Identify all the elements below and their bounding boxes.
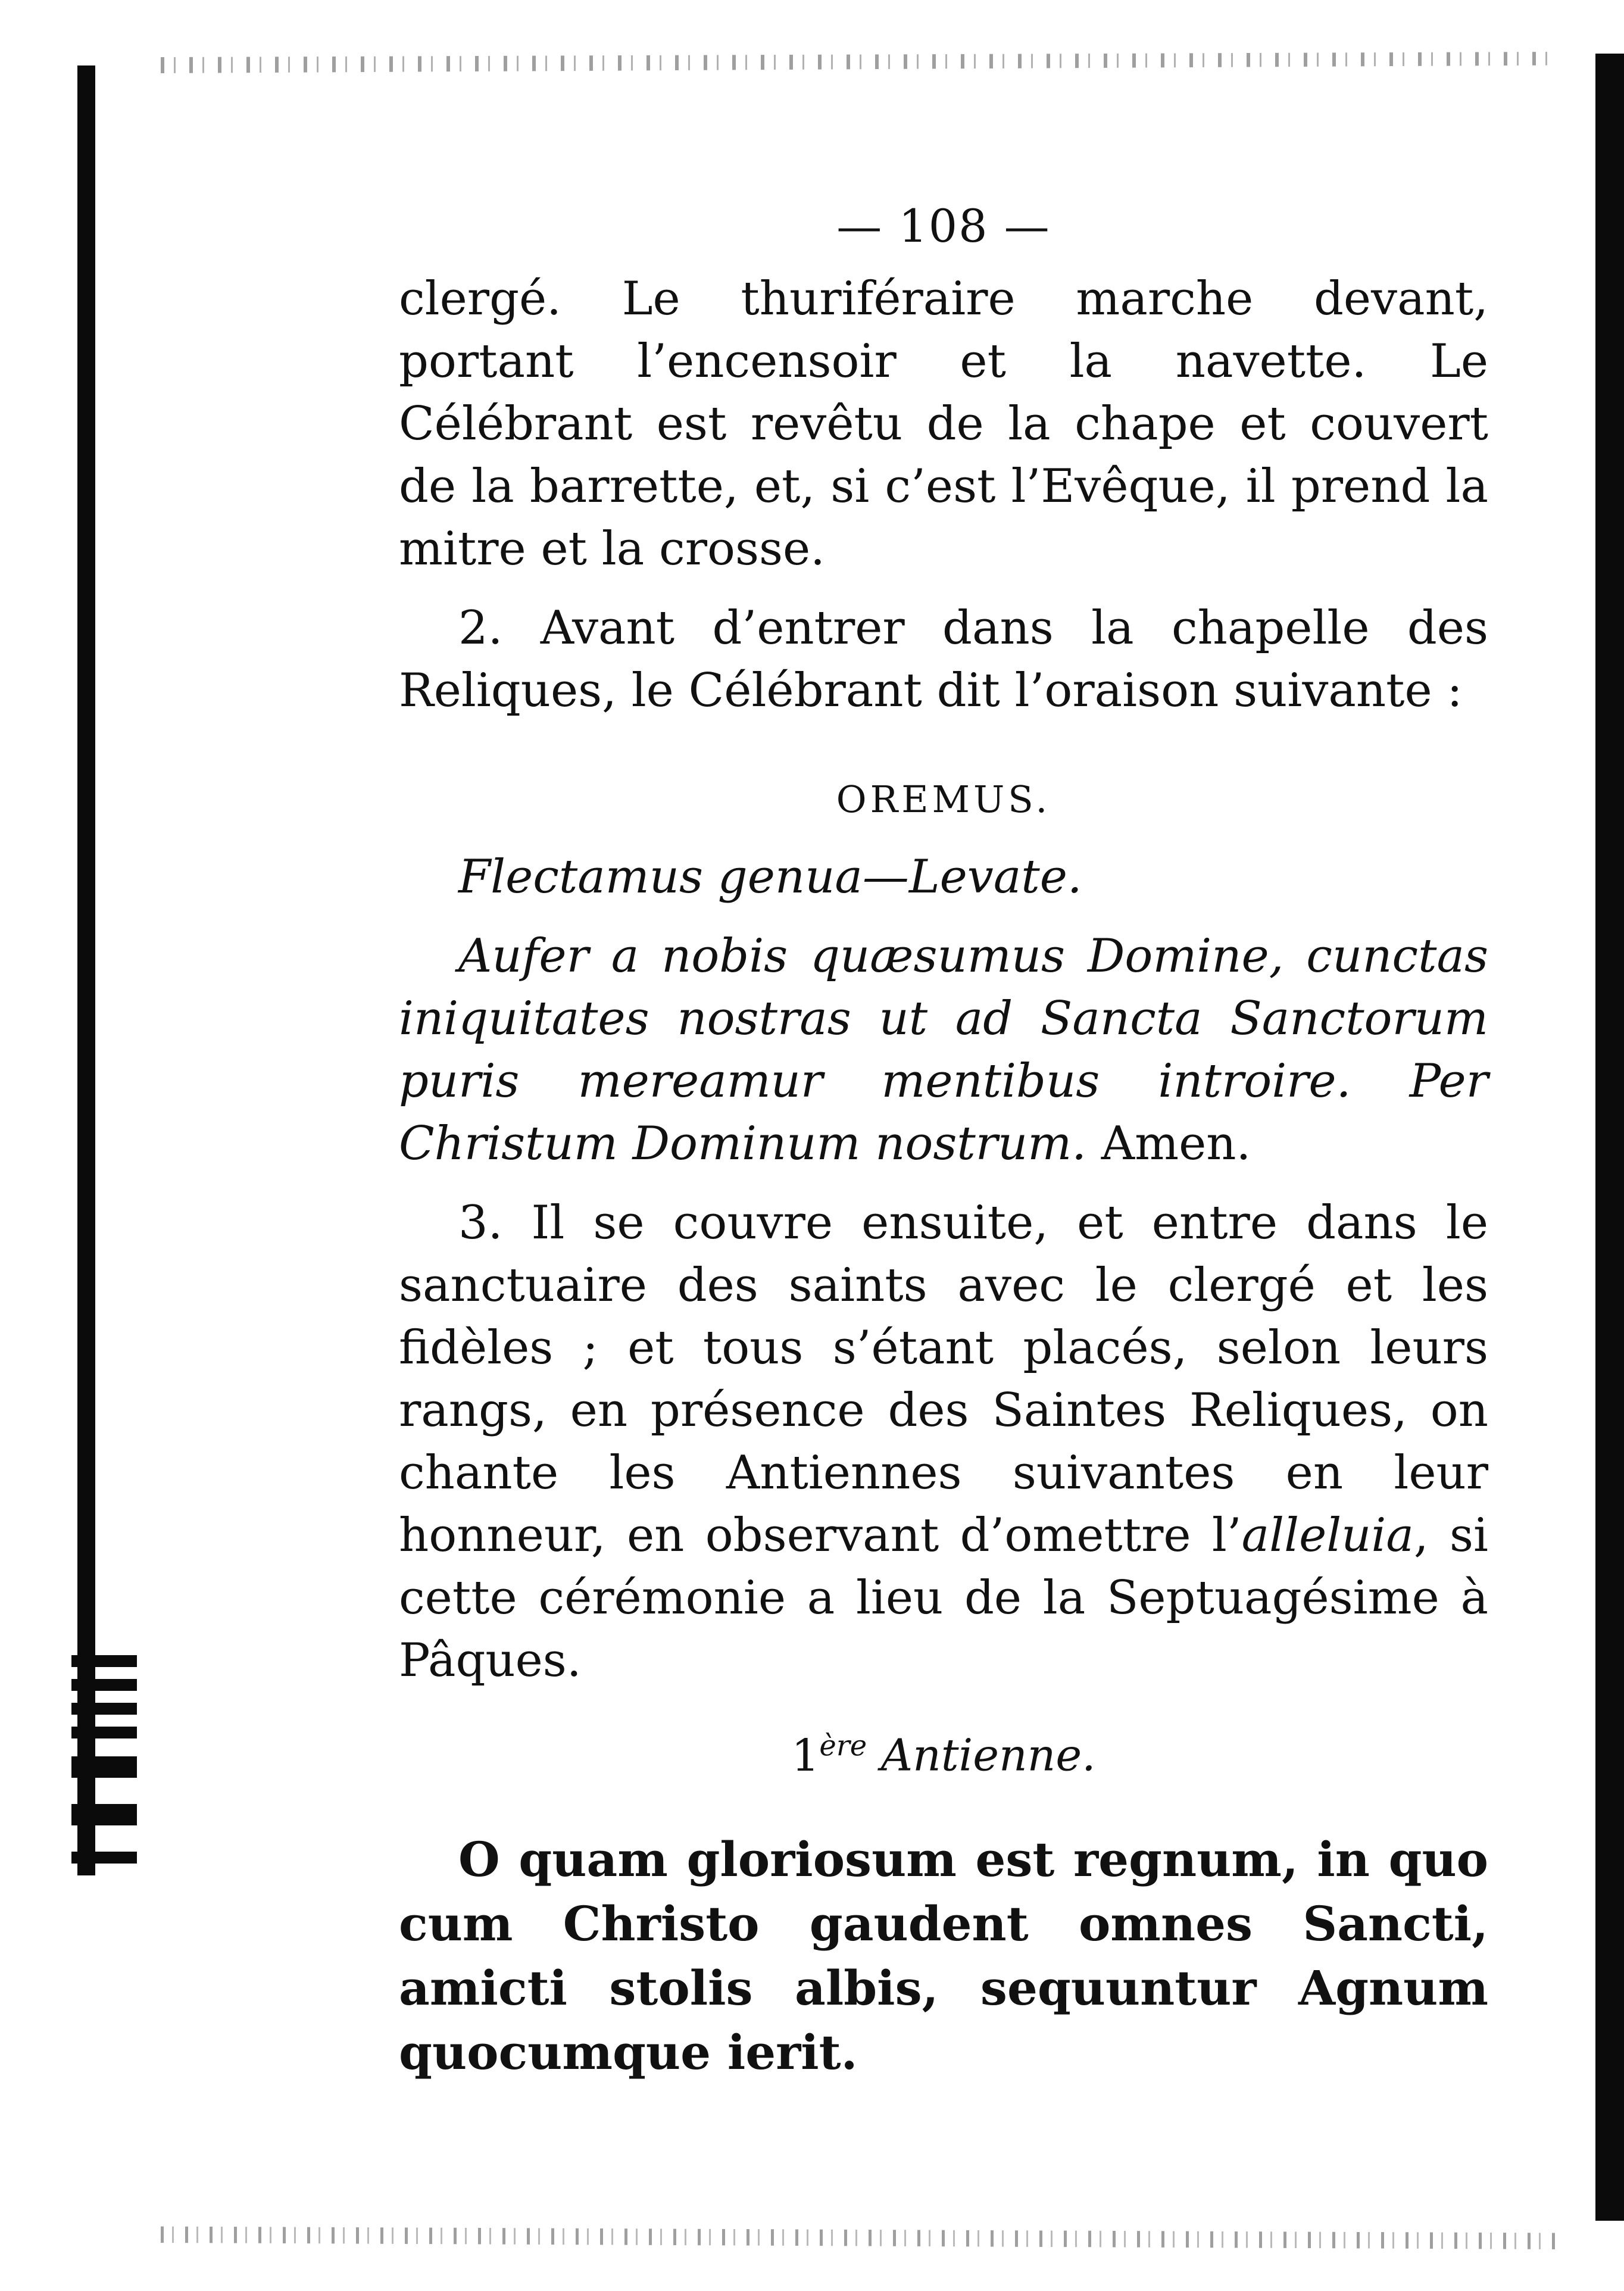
paragraph-il-se-couvre-text: 3. Il se couvre ensuite, et entre dans le sanctuaire des saints avec le clergé et les fidèles ; et tous s’étant placés, selon leurs rangs, en présence des Saintes Reliques, on chante les Antiennes suivantes en leur honneur, en observant d’omettre l’ (399, 1196, 1488, 1562)
scan-mark (71, 1679, 137, 1691)
antienne-number: 1 (791, 1730, 820, 1781)
alleluia-word: alleluia (1241, 1509, 1414, 1562)
paragraph-il-se-couvre-end: , si cette cérémonie a lieu de la Septuagésime à Pâques. (399, 1509, 1489, 1687)
page-number: — 108 — (836, 199, 1051, 252)
antienne-label: Antienne. (880, 1730, 1096, 1781)
flectamus-line: Flectamus genua—Levate. (458, 850, 1082, 904)
scan-noise-bottom (161, 2197, 1560, 2262)
scan-mark (71, 1727, 137, 1738)
scan-mark (71, 1804, 137, 1825)
scan-mark (71, 1655, 137, 1667)
antienne-ordinal (791, 1730, 867, 1781)
scan-mark (71, 1756, 137, 1778)
scan-edge-right (1595, 54, 1624, 2221)
scan-edge-left (77, 65, 95, 1875)
scan-mark (71, 1852, 137, 1864)
prayer-aufer-latin: Aufer a nobis quæsumus Domine, cunctas iniquitates nostras ut ad Sancta Sanctorum puris mereamur mentibus introire. Per Christum Dominum nostrum. (399, 929, 1488, 1171)
scan-mark (71, 1703, 137, 1715)
prayer-aufer (399, 925, 1488, 1175)
antienne-ordinal-suffix: ère (819, 1729, 867, 1762)
paragraph-il-se-couvre (399, 1192, 1488, 1692)
scan-noise-top (161, 36, 1560, 89)
antienne-heading (399, 1716, 1488, 1786)
prayer-amen: Amen. (1101, 1117, 1251, 1171)
antienne-text: O quam gloriosum est regnum, in quo cum Christo gaudent omnes Sancti, amicti stolis albis, sequuntur Agnum quocumque ierit. (399, 1831, 1488, 2080)
paragraph-clerge: clergé. Le thuriféraire marche devant, portant l’encensoir et la navette. Le Célébrant est revêtu de la chape et couvert de la barrette, et, si c’est l’Evêque, il prend la mitre et la crosse. (399, 272, 1488, 576)
paragraph-avant-dentrer: 2. Avant d’entrer dans la chapelle des Reliques, le Célébrant dit l’oraison suivante : (399, 601, 1488, 717)
book-page (399, 196, 1488, 2084)
oremus-heading: OREMUS. (836, 778, 1051, 821)
